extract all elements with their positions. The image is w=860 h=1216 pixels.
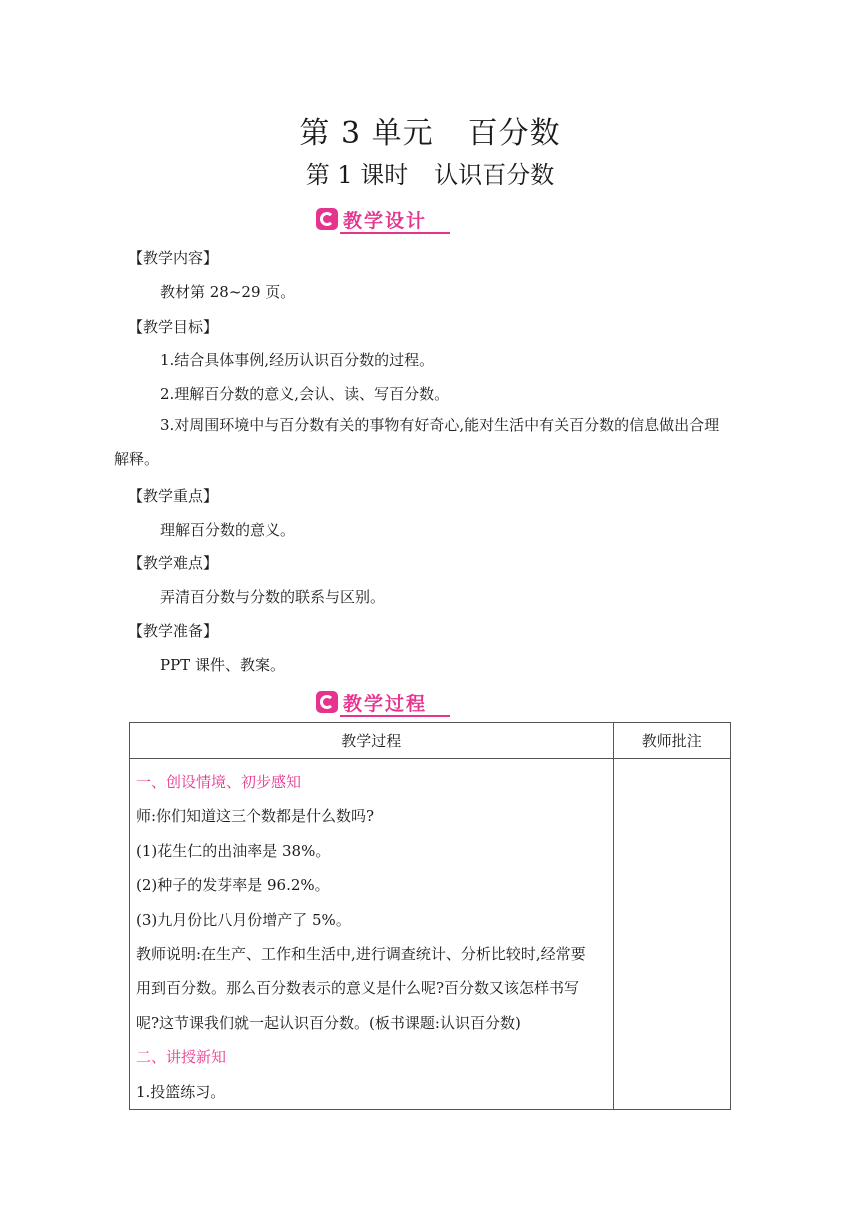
process-line: 用到百分数。那么百分数表示的意义是什么呢?百分数又该怎样书写 xyxy=(136,979,580,998)
difficulty-heading: 【教学难点】 xyxy=(128,554,219,572)
process-cell xyxy=(130,759,614,1110)
unit-name: 百分数 xyxy=(467,116,561,151)
lesson-name: 认识百分数 xyxy=(434,161,555,189)
goal-item: 2.理解百分数的意义,会认、读、写百分数。 xyxy=(160,385,450,403)
process-line: (1)花生仁的出油率是 38%。 xyxy=(136,841,331,860)
swirl-logo-icon xyxy=(316,208,338,230)
banner-underline xyxy=(340,232,450,234)
goals-heading: 【教学目标】 xyxy=(128,318,219,336)
goal-item: 3.对周围环境中与百分数有关的事物有好奇心,能对生活中有关百分数的信息做出合理解释。 xyxy=(114,416,720,468)
teaching-design-label: 教学设计 xyxy=(343,210,428,232)
lesson-label: 第 1 课时 xyxy=(305,161,409,189)
notes-column-header: 教师批注 xyxy=(613,723,730,759)
lesson-title xyxy=(0,155,860,190)
teaching-design-banner xyxy=(316,207,448,233)
key-text: 理解百分数的意义。 xyxy=(160,521,296,539)
goal-item: 1.结合具体事例,经历认识百分数的过程。 xyxy=(160,351,435,369)
content-text: 教材第 28~29 页。 xyxy=(160,283,296,301)
process-line: (3)九月份比八月份增产了 5%。 xyxy=(136,910,351,929)
key-heading: 【教学重点】 xyxy=(128,487,219,505)
section-heading: 二、讲授新知 xyxy=(136,1048,227,1067)
process-line: 教师说明:在生产、工作和生活中,进行调查统计、分析比较时,经常要 xyxy=(136,944,586,963)
section-heading: 一、创设情境、初步感知 xyxy=(136,773,302,791)
teaching-process-label: 教学过程 xyxy=(343,693,428,715)
process-line: 师:你们知道这三个数都是什么数吗? xyxy=(136,807,375,826)
process-line: 1.投篮练习。 xyxy=(136,1082,226,1101)
unit-label: 第 3 单元 xyxy=(299,116,434,151)
banner-underline xyxy=(340,715,450,717)
notes-cell xyxy=(613,759,730,1110)
table-body-row xyxy=(130,759,731,1110)
prep-text: PPT 课件、教案。 xyxy=(160,656,285,674)
teaching-process-banner xyxy=(316,690,448,716)
process-column-header: 教学过程 xyxy=(130,723,614,759)
process-line: 呢?这节课我们就一起认识百分数。(板书课题:认识百分数) xyxy=(136,1013,521,1032)
difficulty-text: 弄清百分数与分数的联系与区别。 xyxy=(160,588,386,606)
prep-heading: 【教学准备】 xyxy=(128,622,219,640)
process-table xyxy=(129,722,731,1110)
swirl-logo-icon xyxy=(316,691,338,713)
process-line: (2)种子的发芽率是 96.2%。 xyxy=(136,876,330,895)
table-header-row xyxy=(130,723,731,759)
unit-title xyxy=(0,108,860,152)
content-heading: 【教学内容】 xyxy=(128,249,219,267)
